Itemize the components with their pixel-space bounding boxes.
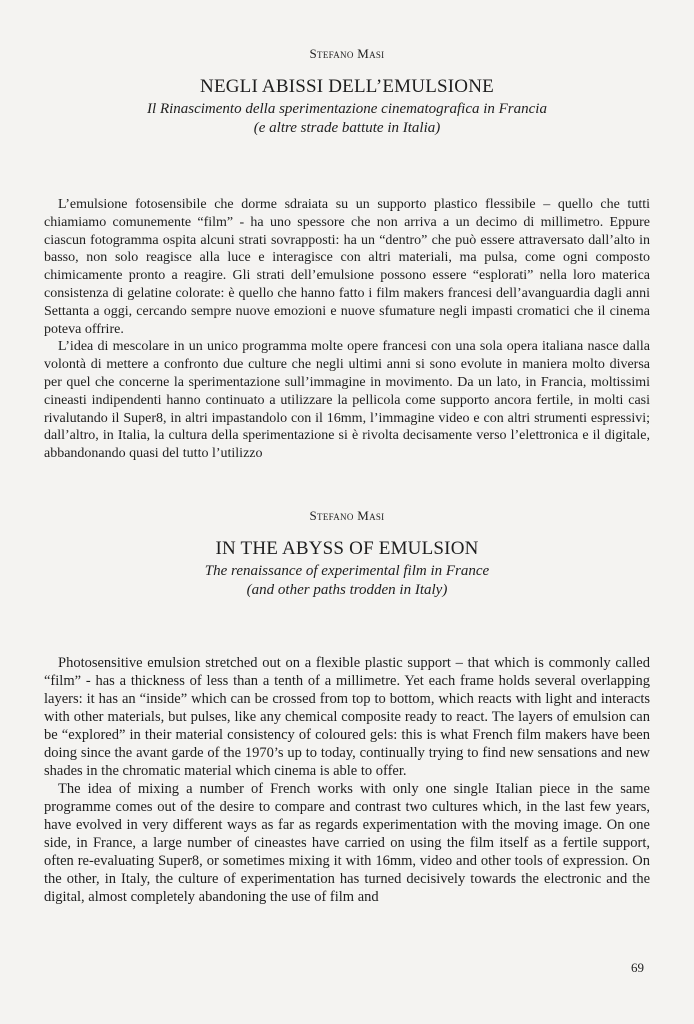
article-body bbox=[44, 196, 650, 463]
body-paragraph: Photosensitive emulsion stretched out on a flexible plastic support – that which is commonly called “film” - has a thickness of less than a tenth of a millimetre. Yet each frame holds several overlapping layers: it has an “inside” which can be crossed from top to bottom, which reacts with light and interacts with other materials, but pulses, like any chemical composite ready to react. The layers of emulsion can be “explored” in their material consistency of coloured gels: this is what French film makers have been doing since the avant garde of the 1970’s up to today, continually trying to find new sensations and new shades in the chromatic material which cinema is able to offer. bbox=[44, 655, 650, 779]
body-paragraph: L’emulsione fotosensibile che dorme sdraiata su un supporto plastico flessibile – quello che tutti chiamiamo comunemente “film” - ha uno spessore che non arriva a un decimo di millimetro. Eppure ciascun fotogramma ospita alcuni strati sovrapposti: ha un “dentro” che può essere attraversato dall’alto in basso, non solo reagisce alla luce e interagisce con altri materiali, ma pulsa, come ogni composto chimicamente pronto a reagire. Gli strati dell’emulsione possono essere “esplorati” nella loro materica consistenza di gelatine colorate: è quello che hanno fatto i film makers francesi dell’avanguardia dagli anni Settanta a oggi, cercando sempre nuove emozioni e nuove sfumature negli impasti cromatici che il cinema poteva offrire. bbox=[44, 197, 650, 337]
article-title: NEGLI ABISSI DELL’EMULSIONE bbox=[200, 76, 494, 97]
article-title: IN THE ABYSS OF EMULSION bbox=[215, 538, 479, 559]
article-subtitle-line-2: (and other paths trodden in Italy) bbox=[246, 582, 448, 598]
english-article bbox=[44, 508, 650, 906]
page-number: 69 bbox=[631, 960, 644, 975]
article-subtitle-line-1: The renaissance of experimental film in France bbox=[204, 563, 490, 579]
italian-article bbox=[44, 46, 650, 463]
author-name: Stefano Masi bbox=[309, 46, 385, 61]
body-paragraph: The idea of mixing a number of French works with only one single Italian piece in the same programme comes out of the desire to compare and contrast two cultures which, in the last few years, have evolved in very different ways as far as regards experimentation with the moving image. On one side, in France, a large number of cineastes have carried on using the film itself as a fertile support, often re-evaluating Super8, or sometimes mixing it with 16mm, video and other tools of expression. On the other, in Italy, the culture of experimentation has turned decisively towards the electronic and the digital, almost completely abandoning the use of film and bbox=[44, 781, 650, 905]
article-subtitle-line-2: (e altre strade battute in Italia) bbox=[253, 120, 441, 136]
article-body bbox=[44, 654, 650, 906]
body-paragraph: L’idea di mescolare in un unico programma molte opere francesi con una sola opera italiana nasce dalla volontà di mettere a confronto due culture che negli ultimi anni si sono evolute in maniera molto diversa per quel che concerne la sperimentazione sull’immagine in movimento. Da un lato, in Francia, moltissimi cineasti indipendenti hanno continuato a utilizzare la pellicola come supporto ancora fertile, in molti casi rivalutando il Super8, in altri impastandolo con il 16mm, l’immagine video e con altri strumenti espressivi; dall’altro, in Italia, la cultura della sperimentazione si è rivolta decisamente verso l’elettronica e il digitale, abbandonando quasi del tutto l’utilizzo bbox=[44, 339, 650, 462]
author-name: Stefano Masi bbox=[309, 508, 385, 523]
article-subtitle-line-1: Il Rinascimento della sperimentazione cinematografica in Francia bbox=[147, 101, 547, 117]
